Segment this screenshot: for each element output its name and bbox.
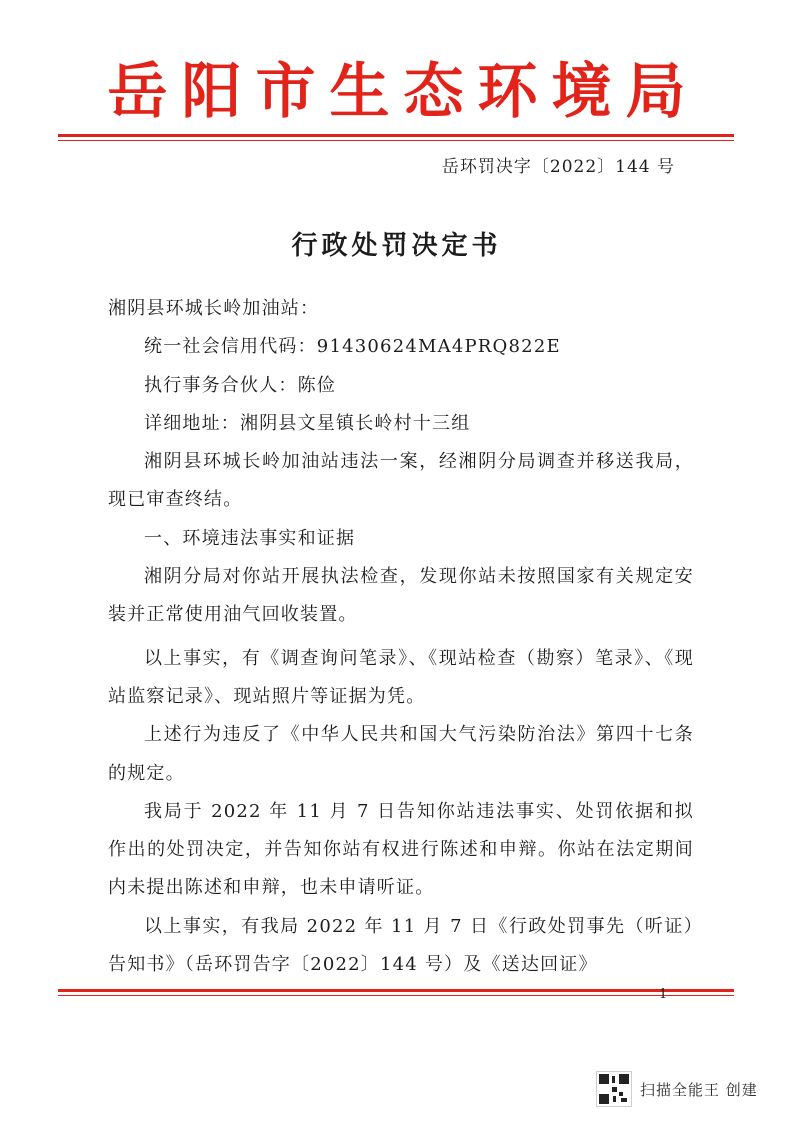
document-number: 岳环罚决字〔2022〕144 号 bbox=[441, 157, 675, 177]
evidence-paragraph: 以上事实，有《调查询问笔录》、《现站检查（勘察）笔录》、《现站监察记录》、现站照片等证据为凭。 bbox=[108, 647, 694, 707]
footer-rule-top bbox=[58, 989, 734, 992]
header-rule-top bbox=[58, 134, 734, 137]
credit-code-line: 统一社会信用代码：91430624MA4PRQ822E bbox=[144, 336, 561, 358]
notice-evidence-paragraph: 以上事实，有我局 2022 年 11 月 7 日《行政处罚事先（听证）告知书》（岳环罚告字〔2022〕144 号）及《送达回证》 bbox=[108, 915, 694, 976]
violation-paragraph: 上述行为违反了《中华人民共和国大气污染防治法》第四十七条的规定。 bbox=[108, 724, 694, 784]
scanner-label: 扫描全能王 创建 bbox=[640, 1080, 758, 1099]
recipient-line: 湘阴县环城长岭加油站： bbox=[108, 298, 320, 319]
section-heading: 一、环境违法事实和证据 bbox=[144, 527, 356, 549]
document-body bbox=[108, 290, 694, 984]
intro-paragraph: 湘阴县环城长岭加油站违法一案，经湘阴分局调查并移送我局，现已审查终结。 bbox=[108, 451, 694, 511]
qr-code-icon bbox=[596, 1071, 632, 1107]
fact-paragraph: 湘阴分局对你站开展执法检查，发现你站未按照国家有关规定安装并正常使用油气回收装置。 bbox=[108, 566, 694, 626]
notice-paragraph: 我局于 2022 年 11 月 7 日告知你站违法事实、处罚依据和拟作出的处罚决定，并告知你站有权进行陈述和申辩。你站在法定期间内未提出陈述和申辩，也未申请听证。 bbox=[108, 800, 694, 899]
page-number: 1 bbox=[659, 987, 668, 1002]
footer-rule-bottom bbox=[58, 995, 734, 996]
agency-header: 岳阳市生态环境局 bbox=[107, 57, 700, 127]
address-line: 详细地址：湘阴县文星镇长岭村十三组 bbox=[144, 412, 471, 434]
document-title: 行政处罚决定书 bbox=[291, 231, 502, 261]
scanner-watermark bbox=[596, 1071, 758, 1107]
header-rule-bottom bbox=[58, 140, 734, 141]
partner-line: 执行事务合伙人：陈俭 bbox=[144, 374, 336, 396]
